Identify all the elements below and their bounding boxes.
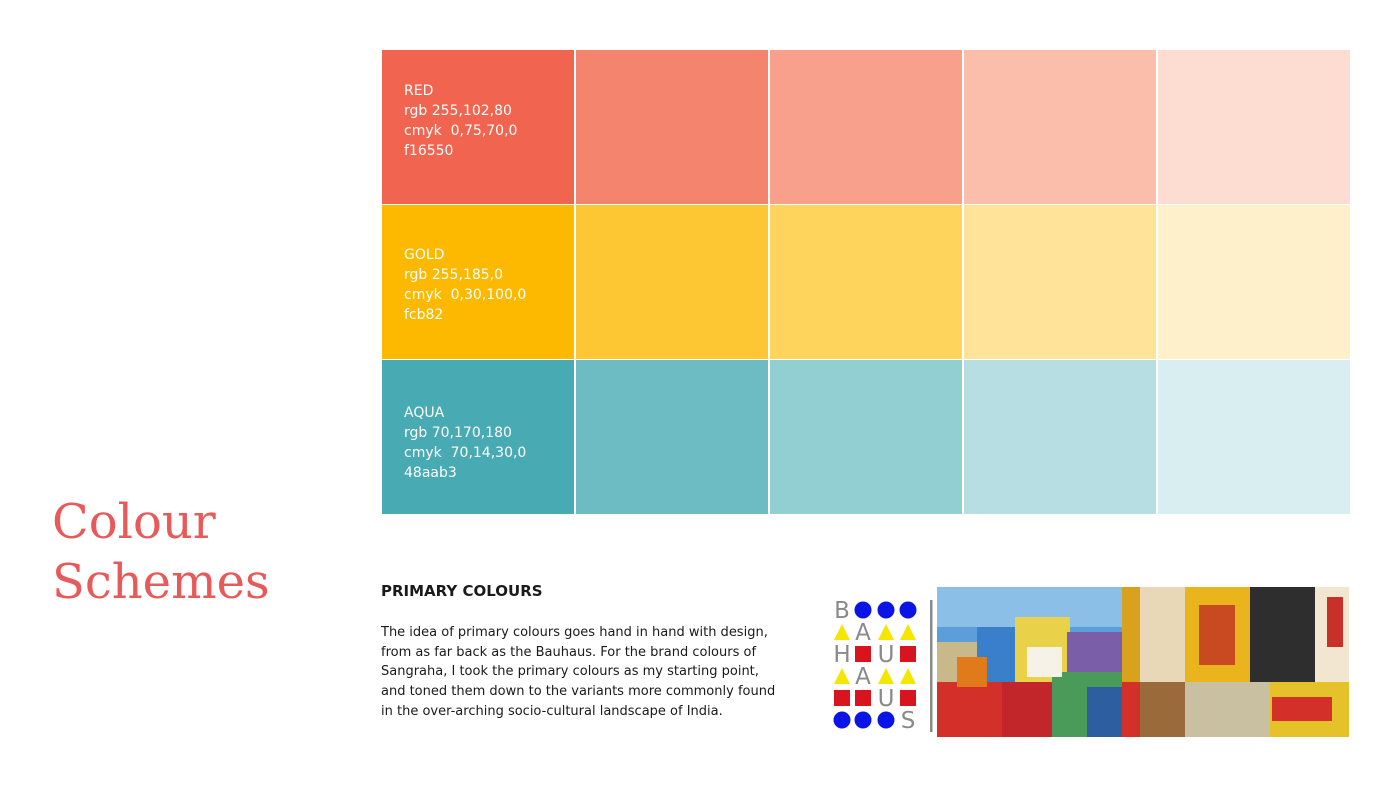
swatch-gold-4 bbox=[964, 205, 1156, 359]
collage-signboard bbox=[1122, 587, 1140, 682]
swatch-cmyk: cmyk 70,14,30,0 bbox=[404, 445, 527, 462]
swatch-gold-1 bbox=[382, 205, 574, 359]
swatch-cmyk: cmyk 0,75,70,0 bbox=[404, 123, 518, 139]
swatch-label-aqua bbox=[404, 403, 526, 483]
bauhaus-letter: A bbox=[855, 620, 871, 646]
swatch-red-1 bbox=[382, 50, 574, 204]
collage-signboard bbox=[1250, 587, 1315, 682]
collage-sign-text bbox=[1272, 697, 1332, 721]
bauhaus-logo bbox=[830, 598, 934, 734]
page-title bbox=[52, 492, 270, 612]
swatch-label-gold bbox=[404, 245, 526, 325]
page-title-line1: Colour bbox=[52, 494, 216, 550]
swatch-red-5 bbox=[1158, 50, 1350, 204]
swatch-aqua-2 bbox=[576, 360, 768, 514]
collage-building bbox=[1087, 687, 1122, 737]
red-square bbox=[855, 690, 871, 706]
yellow-triangle bbox=[834, 624, 850, 640]
india-photo-collage bbox=[937, 587, 1349, 737]
red-square bbox=[855, 646, 871, 662]
swatch-rgb: rgb 255,185,0 bbox=[404, 267, 503, 284]
swatch-hex: fcb82 bbox=[404, 307, 444, 324]
swatch-hex: f16550 bbox=[404, 143, 454, 159]
bauhaus-letter: H bbox=[833, 642, 851, 668]
swatch-aqua-5 bbox=[1158, 360, 1350, 514]
bauhaus-letter: A bbox=[855, 664, 871, 690]
page-title-line2: Schemes bbox=[52, 554, 270, 610]
yellow-triangle bbox=[878, 624, 894, 640]
colour-swatch-grid bbox=[382, 50, 1350, 514]
blue-circle bbox=[878, 712, 895, 729]
swatch-gold-5 bbox=[1158, 205, 1350, 359]
swatch-aqua-3 bbox=[770, 360, 962, 514]
bauhaus-letter: S bbox=[900, 708, 916, 734]
yellow-triangle bbox=[900, 624, 916, 640]
blue-circle bbox=[834, 712, 851, 729]
swatch-aqua-1 bbox=[382, 360, 574, 514]
yellow-triangle bbox=[878, 668, 894, 684]
blue-circle bbox=[855, 602, 872, 619]
swatch-name: AQUA bbox=[404, 405, 445, 422]
collage-signboard bbox=[1185, 682, 1270, 737]
red-square bbox=[834, 690, 850, 706]
swatch-hex: 48aab3 bbox=[404, 465, 457, 482]
swatch-name: GOLD bbox=[404, 247, 445, 264]
blue-circle bbox=[855, 712, 872, 729]
collage-signboard bbox=[1140, 587, 1185, 682]
collage-building bbox=[1002, 682, 1057, 737]
swatch-red-2 bbox=[576, 50, 768, 204]
yellow-triangle bbox=[834, 668, 850, 684]
swatch-label-red bbox=[404, 81, 517, 161]
blue-circle bbox=[900, 602, 917, 619]
swatch-red-4 bbox=[964, 50, 1156, 204]
swatch-gold-2 bbox=[576, 205, 768, 359]
bauhaus-letter: U bbox=[877, 642, 895, 668]
collage-signboard bbox=[1140, 682, 1185, 737]
yellow-triangle bbox=[900, 668, 916, 684]
bauhaus-rule bbox=[930, 600, 933, 732]
swatch-gold-3 bbox=[770, 205, 962, 359]
collage-figure bbox=[1327, 597, 1343, 647]
bauhaus-letter: U bbox=[877, 686, 895, 712]
swatch-name: RED bbox=[404, 83, 434, 99]
red-square bbox=[900, 646, 916, 662]
red-square bbox=[900, 690, 916, 706]
swatch-rgb: rgb 255,102,80 bbox=[404, 103, 512, 119]
collage-signboard bbox=[1122, 682, 1140, 737]
collage-bottle bbox=[1199, 605, 1235, 665]
swatch-rgb: rgb 70,170,180 bbox=[404, 425, 512, 442]
swatch-aqua-4 bbox=[964, 360, 1156, 514]
blue-circle bbox=[878, 602, 895, 619]
bauhaus-letter: B bbox=[834, 598, 850, 624]
section-heading: PRIMARY COLOURS bbox=[381, 582, 543, 600]
collage-building bbox=[937, 682, 1007, 737]
collage-building bbox=[1027, 647, 1062, 677]
body-paragraph: The idea of primary colours goes hand in hand with design, from as far back as the Bauhaus. For the brand colours of Sangraha, I took the primary colours as my starting point, and toned them down to the variants more commonly found in the over-arching socio-cultural landscape of India. bbox=[381, 625, 776, 719]
swatch-cmyk: cmyk 0,30,100,0 bbox=[404, 287, 527, 304]
collage-building bbox=[957, 657, 987, 687]
swatch-red-3 bbox=[770, 50, 962, 204]
